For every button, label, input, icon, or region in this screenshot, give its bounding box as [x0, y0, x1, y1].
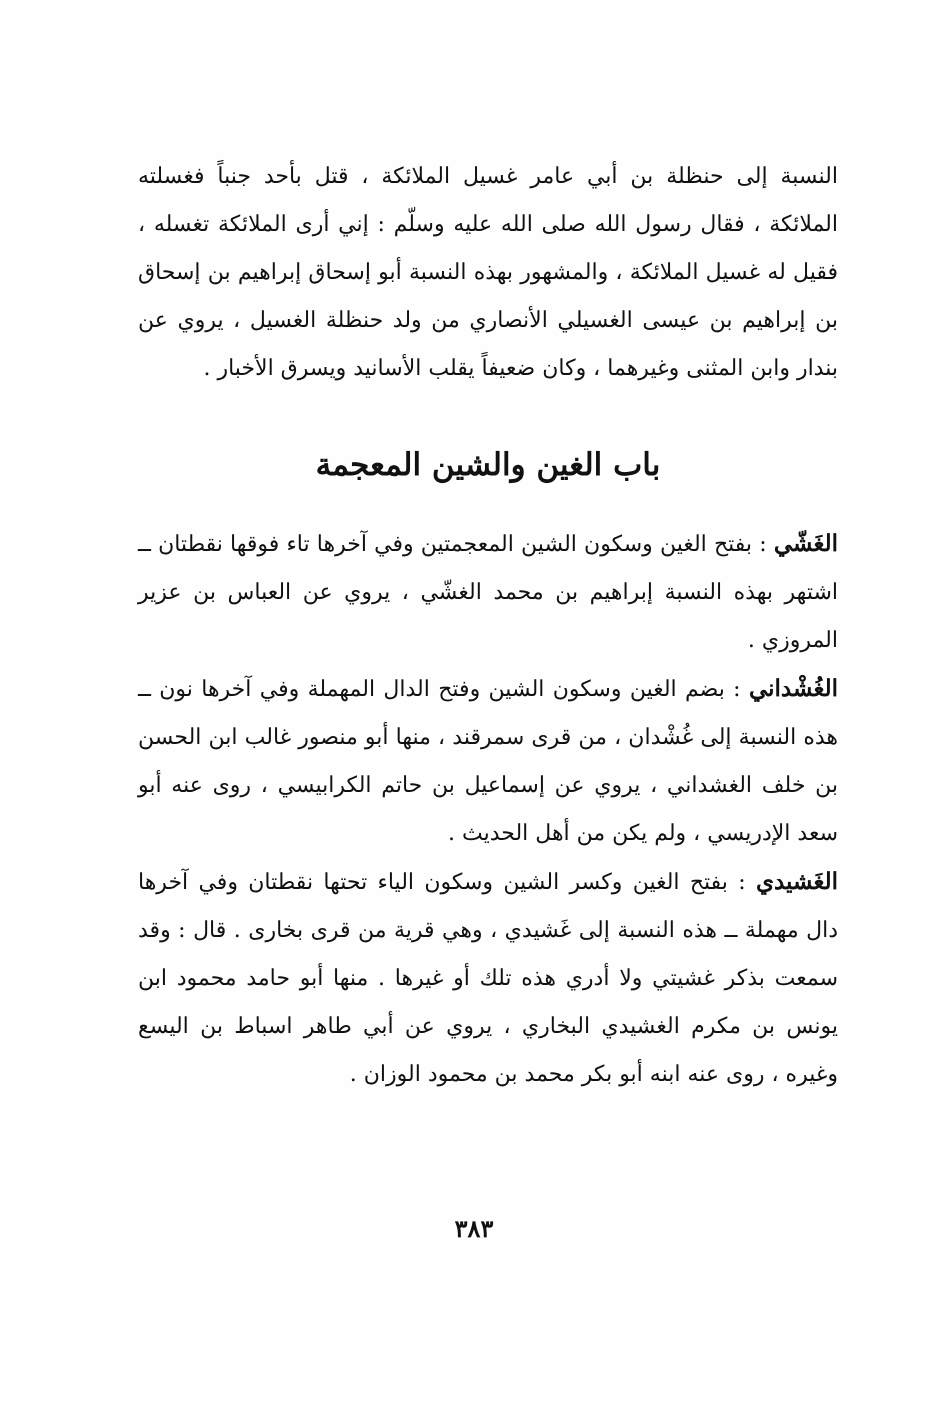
- entries-list: [138, 520, 838, 1099]
- entry-ghushdani: [138, 665, 838, 858]
- entry-headword: الغَشّي: [773, 530, 838, 557]
- entry-ghashshi: [138, 520, 838, 665]
- entry-headword: الغُشْداني: [748, 675, 838, 702]
- page-number: ٣٨٣: [454, 1214, 494, 1243]
- intro-paragraph-text: النسبة إلى حنظلة بن أبي عامر غسيل الملائكة ، قتل بأحد جنباً فغسلته الملائكة ، فقال رسول الله صلى الله عليه وسلّم : إني أرى الملائكة تغسله ، فقيل له غسيل الملائكة ، والمشهور بهذه النسبة أبو إسحاق إبراهيم بن إسحاق بن إبراهيم بن عيسى الغسيلي الأنصاري من ولد حنظلة الغسيل ، يروي عن بندار وابن المثنى وغيرهما ، وكان ضعيفاً يقلب الأسانيد ويسرق الأخبار .: [138, 164, 838, 381]
- intro-paragraph: [138, 153, 838, 393]
- entry-body: : بضم الغين وسكون الشين وفتح الدال المهملة وفي آخرها نون ــ هذه النسبة إلى غُشْدان ، من قرى سمرقند ، منها أبو منصور غالب ابن الحسن بن خلف الغشداني ، يروي عن إسماعيل بن حاتم الكرابيسي ، روى عنه أبو سعد الإدريسي ، ولم يكن من أهل الحديث .: [138, 677, 838, 846]
- section-heading: باب الغين والشين المعجمة: [315, 447, 661, 483]
- entry-body: : بفتح الغين وسكون الشين المعجمتين وفي آخرها تاء فوقها نقطتان ــ اشتهر بهذه النسبة إبراهيم بن محمد الغشّي ، يروي عن العباس بن عزير المروزي .: [138, 532, 838, 653]
- entry-ghashidi: [138, 858, 838, 1099]
- entry-body: : بفتح الغين وكسر الشين وسكون الياء تحتها نقطتان وفي آخرها دال مهملة ــ هذه النسبة إلى غَشيدي ، وهي قرية من قرى بخارى . قال : وقد سمعت بذكر غشيتي ولا أدري هذه تلك أو غيرها . منها أبو حامد محمود ابن يونس بن مكرم الغشيدي البخاري ، يروي عن أبي طاهر اسباط بن اليسع وغيره ، روى عنه ابنه أبو بكر محمد بن محمود الوزان .: [138, 870, 838, 1087]
- entry-headword: الغَشيدي: [755, 868, 838, 895]
